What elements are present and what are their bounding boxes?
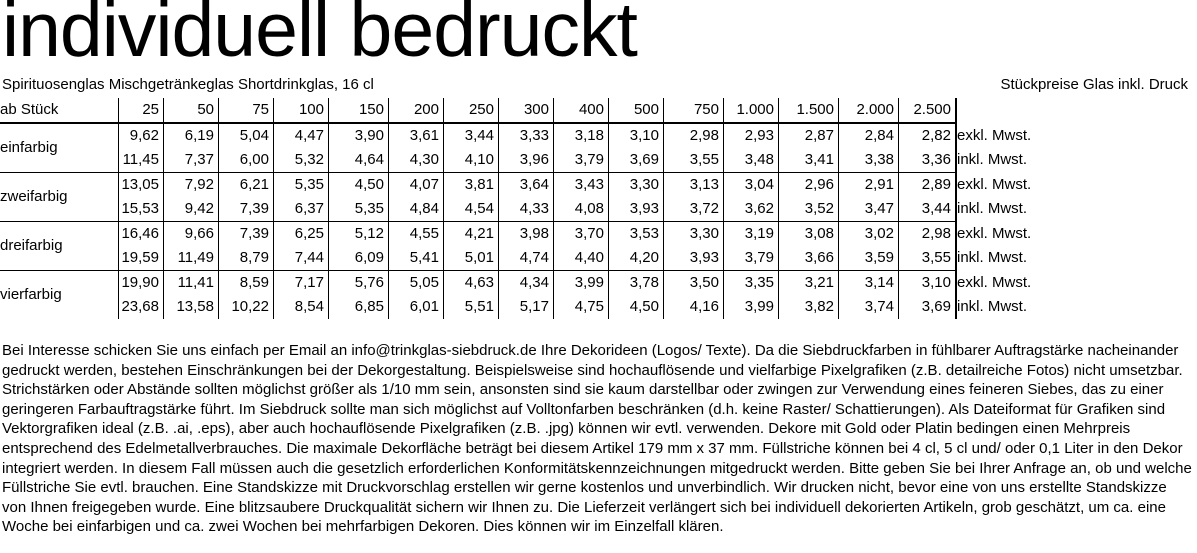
price-incl: 10,22: [219, 295, 274, 319]
price-excl: 3,10: [899, 271, 957, 296]
price-excl: 7,92: [164, 173, 219, 198]
quantity-header: 500: [609, 98, 664, 123]
incl-vat-label: inkl. Mwst.: [956, 295, 1065, 319]
table-row: [0, 148, 1065, 173]
price-incl: 13,58: [164, 295, 219, 319]
price-excl: 6,19: [164, 123, 219, 148]
price-incl: 23,68: [119, 295, 164, 319]
price-excl: 4,07: [389, 173, 444, 198]
price-excl: 4,55: [389, 222, 444, 247]
price-excl: 6,21: [219, 173, 274, 198]
price-excl: 3,10: [609, 123, 664, 148]
price-incl: 5,51: [444, 295, 499, 319]
price-excl: 7,17: [274, 271, 329, 296]
price-excl: 3,99: [554, 271, 609, 296]
quantity-header: 750: [664, 98, 724, 123]
price-excl: 11,41: [164, 271, 219, 296]
price-excl: 3,50: [664, 271, 724, 296]
price-excl: 3,90: [329, 123, 389, 148]
price-incl: 3,79: [554, 148, 609, 173]
price-incl: 6,09: [329, 246, 389, 271]
price-excl: 3,18: [554, 123, 609, 148]
price-incl: 8,79: [219, 246, 274, 271]
price-excl: 13,05: [119, 173, 164, 198]
header-spacer: [956, 98, 1065, 123]
price-excl: 3,30: [609, 173, 664, 198]
price-incl: 3,38: [839, 148, 899, 173]
quantity-header: 400: [554, 98, 609, 123]
price-incl: 4,08: [554, 197, 609, 222]
table-row: [0, 222, 1065, 247]
price-incl: 6,37: [274, 197, 329, 222]
price-excl: 3,08: [779, 222, 839, 247]
excl-vat-label: exkl. Mwst.: [956, 271, 1065, 296]
table-row: [0, 123, 1065, 148]
price-excl: 3,19: [724, 222, 779, 247]
price-incl: 7,39: [219, 197, 274, 222]
price-excl: 2,82: [899, 123, 957, 148]
price-incl: 6,85: [329, 295, 389, 319]
price-excl: 19,90: [119, 271, 164, 296]
price-incl: 7,37: [164, 148, 219, 173]
price-incl: 3,69: [899, 295, 957, 319]
price-incl: 4,64: [329, 148, 389, 173]
price-incl: 3,82: [779, 295, 839, 319]
price-incl: 7,44: [274, 246, 329, 271]
price-table: [0, 98, 1065, 319]
incl-vat-label: inkl. Mwst.: [956, 148, 1065, 173]
table-row: [0, 246, 1065, 271]
price-note: Stückpreise Glas inkl. Druck: [1000, 76, 1188, 93]
quantity-header: 1.500: [779, 98, 839, 123]
quantity-header: 25: [119, 98, 164, 123]
price-incl: 11,45: [119, 148, 164, 173]
price-incl: 6,00: [219, 148, 274, 173]
price-excl: 3,78: [609, 271, 664, 296]
price-excl: 2,87: [779, 123, 839, 148]
price-incl: 3,96: [499, 148, 554, 173]
excl-vat-label: exkl. Mwst.: [956, 173, 1065, 198]
price-excl: 3,21: [779, 271, 839, 296]
price-excl: 3,43: [554, 173, 609, 198]
price-excl: 16,46: [119, 222, 164, 247]
price-excl: 9,66: [164, 222, 219, 247]
price-incl: 19,59: [119, 246, 164, 271]
price-incl: 3,48: [724, 148, 779, 173]
price-excl: 3,13: [664, 173, 724, 198]
table-header-row: [0, 98, 1065, 123]
price-incl: 3,99: [724, 295, 779, 319]
quantity-header: 200: [389, 98, 444, 123]
price-excl: 3,04: [724, 173, 779, 198]
quantity-header: 1.000: [724, 98, 779, 123]
price-incl: 3,74: [839, 295, 899, 319]
price-incl: 5,35: [329, 197, 389, 222]
incl-vat-label: inkl. Mwst.: [956, 197, 1065, 222]
price-incl: 5,17: [499, 295, 554, 319]
price-incl: 3,66: [779, 246, 839, 271]
price-incl: 4,74: [499, 246, 554, 271]
price-excl: 3,53: [609, 222, 664, 247]
price-incl: 5,01: [444, 246, 499, 271]
header-label: ab Stück: [0, 98, 119, 123]
quantity-header: 2.000: [839, 98, 899, 123]
price-incl: 4,33: [499, 197, 554, 222]
info-paragraph: Bei Interesse schicken Sie uns einfach per Email an info@trinkglas-siebdruck.de Ihre Dekorideen (Logos/ Texte). Da die Siebdruckfarben in fühlbarer Auftragstärke nacheinander gedruckt werden, bestehen Einschränkungen bei der Dekorgestaltung. Beispielsweise sind hochauflösende und vielfarbige Pixelgrafiken (z.B. detailreiche Fotos) nicht umsetzbar. Strichstärken oder Abstände sollten möglichst größer als 1/10 mm sein, ansonsten sind sie kaum darstellbar oder zwingen zur Verwendung eines feineren Siebes, das zu einer geringeren Farbauftragstärke führt. Im Siebdruck sollte man sich möglichst auf Volltonfarben beschränken (d.h. keine Raster/ Schattierungen). Als Dateiformat für Grafiken sind Vektorgrafiken ideal (z.B. .ai, .eps), aber auch hochauflösende Pixelgrafiken (z.B. .jpg) können wir evtl. verwenden. Dekore mit Gold oder Platin bedingen einen Mehrpreis entsprechend des Edelmetallverbrauches. Die maximale Dekorfläche beträgt bei diesem Artikel 179 mm x 37 mm. Füllstriche können bei 4 cl, 5 cl und/ oder 0,1 Liter in den Dekor integriert werden. In diesem Fall müssen auch die gesetzlich erforderlichen Konformitätskennzeichnungen mitgedruckt werden. Bitte geben Sie bei Ihrer Anfrage an, ob und welche Füllstriche Sie evtl. brauchen. Eine Standskizze mit Druckvorschlag erstellen wir gerne kostenlos und unverbindlich. Wir drucken nicht, bevor eine von uns erstellte Standskizze von Ihnen freigegeben wurde. Eine blitzsaubere Druckqualität sichern wir Ihnen zu. Die Lieferzeit verlängert sich bei individuell dekorierten Artikeln, grob geschätzt, um ca. eine Woche bei einfarbigen und ca. zwei Wochen bei mehrfarbigen Dekoren. Dies können wir im Einzelfall klären.: [2, 342, 1192, 536]
price-excl: 5,76: [329, 271, 389, 296]
price-incl: 4,75: [554, 295, 609, 319]
price-excl: 6,25: [274, 222, 329, 247]
price-incl: 4,84: [389, 197, 444, 222]
price-excl: 3,02: [839, 222, 899, 247]
price-incl: 3,93: [609, 197, 664, 222]
color-count-label: zweifarbig: [0, 173, 119, 222]
price-excl: 2,84: [839, 123, 899, 148]
price-incl: 3,47: [839, 197, 899, 222]
price-excl: 9,62: [119, 123, 164, 148]
price-incl: 4,16: [664, 295, 724, 319]
table-row: [0, 271, 1065, 296]
quantity-header: 150: [329, 98, 389, 123]
price-excl: 4,47: [274, 123, 329, 148]
price-incl: 4,20: [609, 246, 664, 271]
table-row: [0, 173, 1065, 198]
price-incl: 6,01: [389, 295, 444, 319]
price-incl: 3,62: [724, 197, 779, 222]
excl-vat-label: exkl. Mwst.: [956, 222, 1065, 247]
price-excl: 3,33: [499, 123, 554, 148]
price-incl: 9,42: [164, 197, 219, 222]
price-excl: 5,12: [329, 222, 389, 247]
price-excl: 2,96: [779, 173, 839, 198]
price-excl: 4,34: [499, 271, 554, 296]
price-incl: 11,49: [164, 246, 219, 271]
price-incl: 4,54: [444, 197, 499, 222]
quantity-header: 75: [219, 98, 274, 123]
price-excl: 3,35: [724, 271, 779, 296]
quantity-header: 100: [274, 98, 329, 123]
quantity-header: 300: [499, 98, 554, 123]
price-excl: 5,04: [219, 123, 274, 148]
quantity-header: 50: [164, 98, 219, 123]
quantity-header: 250: [444, 98, 499, 123]
incl-vat-label: inkl. Mwst.: [956, 246, 1065, 271]
price-incl: 3,55: [664, 148, 724, 173]
price-excl: 2,93: [724, 123, 779, 148]
table-row: [0, 295, 1065, 319]
price-incl: 5,41: [389, 246, 444, 271]
price-excl: 5,05: [389, 271, 444, 296]
product-description: Spirituosenglas Mischgetränkeglas Shortdrinkglas, 16 cl: [2, 76, 374, 93]
price-excl: 2,89: [899, 173, 957, 198]
quantity-header: 2.500: [899, 98, 957, 123]
price-excl: 4,63: [444, 271, 499, 296]
price-excl: 3,61: [389, 123, 444, 148]
price-excl: 3,30: [664, 222, 724, 247]
price-excl: 3,70: [554, 222, 609, 247]
color-count-label: einfarbig: [0, 123, 119, 173]
price-excl: 3,98: [499, 222, 554, 247]
price-excl: 3,64: [499, 173, 554, 198]
price-incl: 8,54: [274, 295, 329, 319]
price-incl: 4,10: [444, 148, 499, 173]
price-incl: 3,59: [839, 246, 899, 271]
price-excl: 4,50: [329, 173, 389, 198]
price-incl: 3,55: [899, 246, 957, 271]
price-incl: 3,69: [609, 148, 664, 173]
table-row: [0, 197, 1065, 222]
color-count-label: vierfarbig: [0, 286, 62, 303]
price-incl: 4,50: [609, 295, 664, 319]
price-incl: 3,72: [664, 197, 724, 222]
price-excl: 3,44: [444, 123, 499, 148]
price-excl: 2,91: [839, 173, 899, 198]
price-excl: 2,98: [664, 123, 724, 148]
price-incl: 3,52: [779, 197, 839, 222]
price-incl: 3,44: [899, 197, 957, 222]
price-excl: 7,39: [219, 222, 274, 247]
page-title: individuell bedruckt: [2, 0, 637, 73]
excl-vat-label: exkl. Mwst.: [956, 123, 1065, 148]
price-excl: 5,35: [274, 173, 329, 198]
price-excl: 4,21: [444, 222, 499, 247]
price-incl: 3,93: [664, 246, 724, 271]
price-excl: 3,14: [839, 271, 899, 296]
price-incl: 3,41: [779, 148, 839, 173]
price-incl: 3,79: [724, 246, 779, 271]
price-excl: 8,59: [219, 271, 274, 296]
price-excl: 3,81: [444, 173, 499, 198]
price-incl: 15,53: [119, 197, 164, 222]
price-excl: 2,98: [899, 222, 957, 247]
price-incl: 3,36: [899, 148, 957, 173]
price-incl: 4,30: [389, 148, 444, 173]
price-incl: 4,40: [554, 246, 609, 271]
color-count-label: dreifarbig: [0, 222, 119, 271]
price-incl: 5,32: [274, 148, 329, 173]
